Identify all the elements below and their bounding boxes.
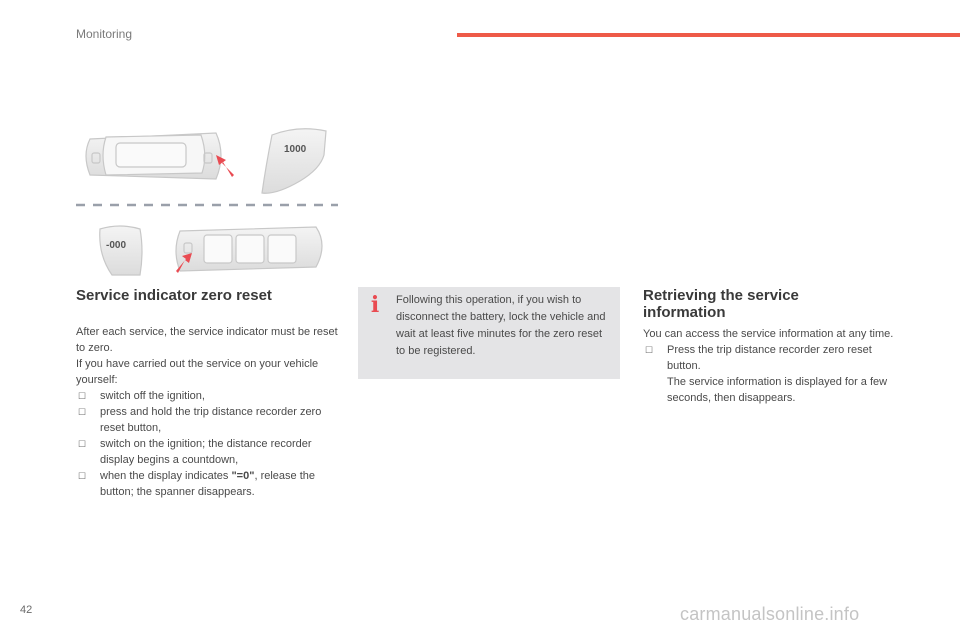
- header-accent-bar: [457, 33, 960, 37]
- instrument-panel-bottom: [176, 227, 322, 271]
- service-info-body: [643, 326, 905, 406]
- instrument-panel-top: [86, 133, 221, 179]
- display-reading-bottom: -000: [106, 240, 127, 251]
- service-reset-steps: [76, 388, 341, 500]
- service-info-title: [643, 287, 903, 321]
- step-text: , release the button; the spanner disappears.: [100, 470, 315, 498]
- display-reading-top: 1000: [284, 144, 307, 155]
- step-item: ☐ press and hold the trip distance recorder zero reset button,: [76, 404, 341, 436]
- step-item: ☐ switch off the ignition,: [76, 388, 341, 404]
- service-reset-intro: After each service, the service indicator must be reset to zero.: [76, 326, 338, 354]
- info-icon: i: [370, 292, 380, 318]
- step-item: ☐ switch on the ignition; the distance recorder display begins a countdown,: [76, 436, 341, 468]
- watermark: carmanualsonline.info: [680, 604, 860, 624]
- service-reset-title: Service indicator zero reset: [76, 287, 272, 304]
- display-button-top: [262, 129, 326, 194]
- step-item: [643, 342, 905, 406]
- step-text: when the display indicates: [100, 470, 232, 482]
- display-button-bottom: [100, 226, 142, 275]
- page-number: 42: [20, 604, 33, 616]
- service-reset-body: [76, 324, 341, 500]
- service-info-title-line: information: [643, 304, 726, 321]
- service-info-steps: [643, 342, 905, 406]
- service-info-intro: You can access the service information at any time.: [643, 328, 894, 340]
- display-value: "=0": [231, 470, 255, 482]
- section-title: Monitoring: [76, 27, 133, 41]
- info-text: Following this operation, if you wish to disconnect the battery, lock the vehicle and wait at least five minutes for the zero reset to be registered.: [396, 294, 606, 357]
- step-text: Press the trip distance recorder zero reset button.: [667, 344, 872, 372]
- reset-button-illustration: [76, 125, 346, 280]
- step-detail: The service information is displayed for a few seconds, then disappears.: [667, 376, 888, 404]
- info-box: [358, 287, 620, 379]
- service-info-title-line: Retrieving the service: [643, 287, 799, 304]
- service-reset-intro-2: If you have carried out the service on your vehicle yourself:: [76, 358, 319, 386]
- step-item: [76, 468, 341, 500]
